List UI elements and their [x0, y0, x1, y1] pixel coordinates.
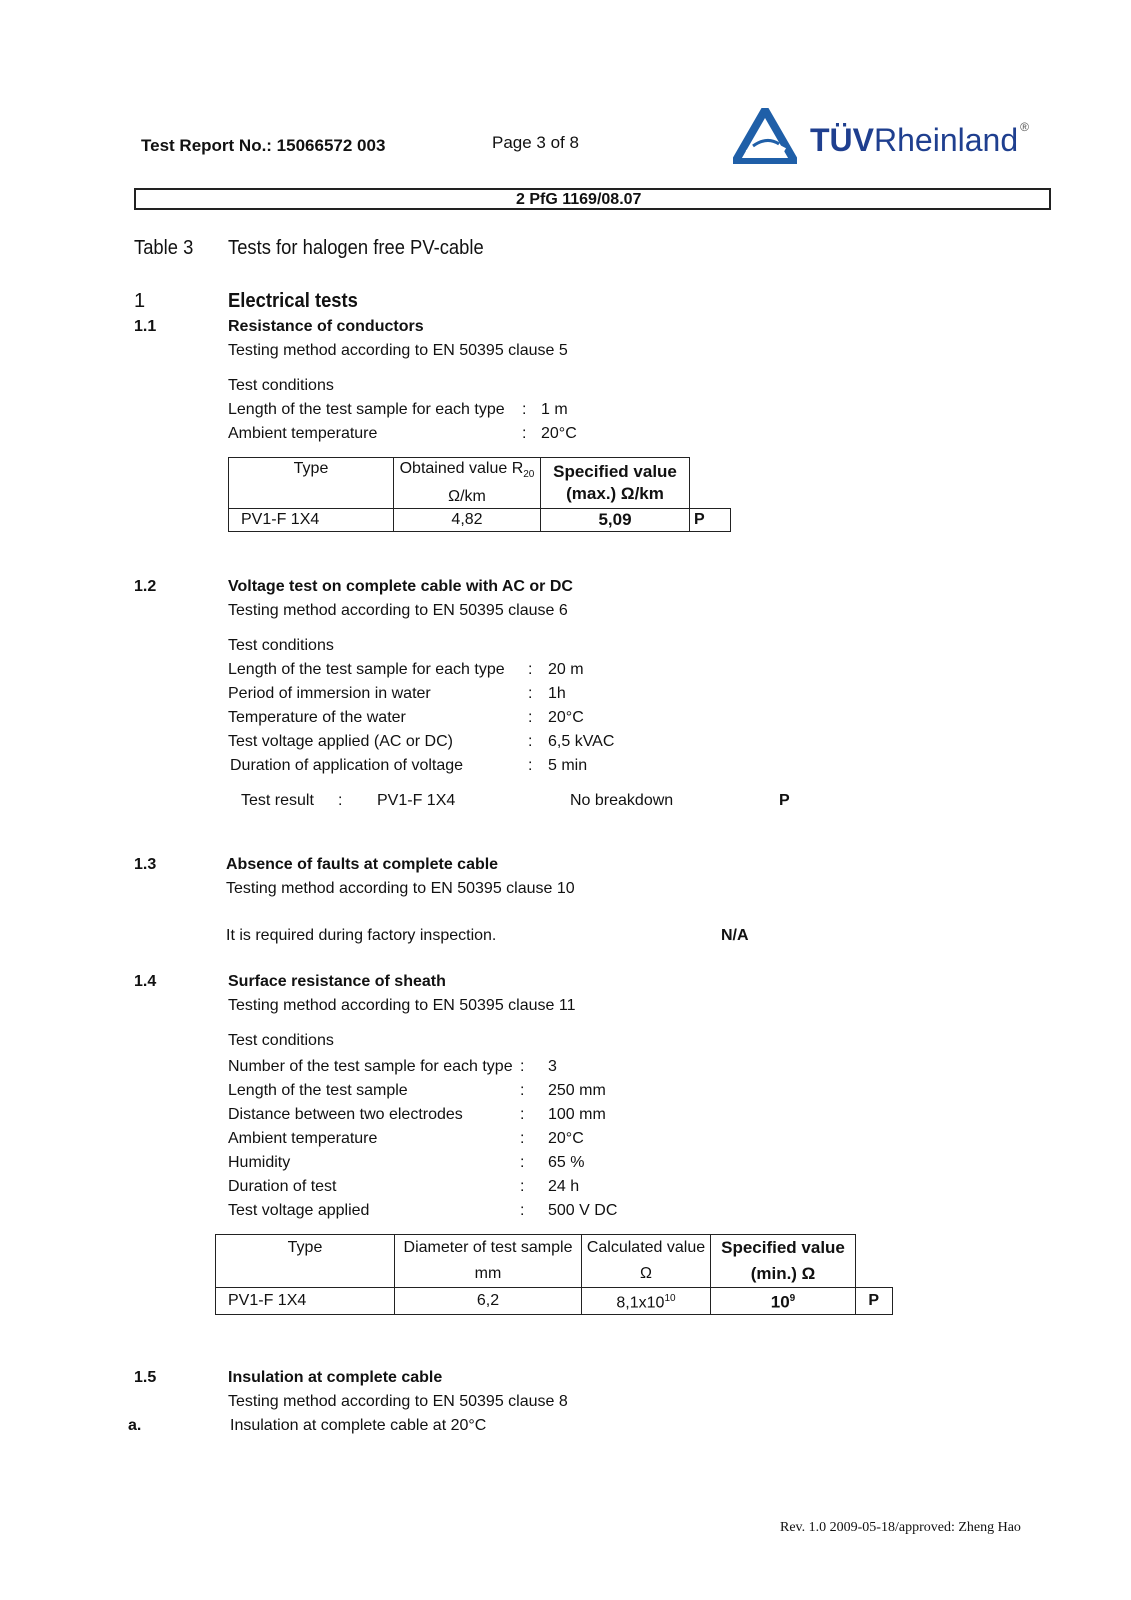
subsection-title: Voltage test on complete cable with AC or DC [228, 578, 573, 595]
condition-colon: : [520, 1202, 525, 1219]
subsection-number: 1.4 [134, 973, 157, 990]
condition-value: 1 m [541, 401, 568, 418]
subsection-title: Absence of faults at complete cable [226, 856, 499, 873]
condition-value: 250 mm [548, 1082, 606, 1099]
header-type: Type [216, 1235, 395, 1288]
conditions-label: Test conditions [228, 377, 334, 394]
condition-colon: : [520, 1178, 525, 1195]
cell-type: PV1-F 1X4 [229, 509, 394, 532]
condition-colon: : [528, 733, 533, 750]
condition-value: 3 [548, 1058, 557, 1075]
condition-label: Temperature of the water [228, 709, 406, 726]
subsection-number: 1.1 [134, 318, 157, 335]
condition-label: Length of the test sample for each type [228, 401, 505, 418]
cell-verdict: P [690, 509, 731, 532]
header-obtained: Obtained value $R_{20}$ Ω/km [394, 458, 541, 509]
condition-label: Distance between two electrodes [228, 1106, 463, 1123]
revision-footer: Rev. 1.0 2009-05-18/approved: Zheng Hao [780, 1520, 1021, 1535]
report-number: Test Report No.: 15066572 003 [141, 136, 386, 155]
result-value: No breakdown [570, 792, 674, 809]
condition-colon: : [522, 401, 527, 418]
header-specified: Specified value (max.) Ω/km [541, 458, 690, 509]
condition-value: 20°C [541, 425, 577, 442]
condition-colon: : [528, 709, 533, 726]
condition-label: Duration of test [228, 1178, 337, 1195]
condition-colon: : [528, 685, 533, 702]
condition-label: Length of the test sample for each type [228, 661, 505, 678]
condition-value: 24 h [548, 1178, 580, 1195]
testing-method: Testing method according to EN 50395 clause 5 [228, 342, 568, 359]
condition-value: 5 min [548, 757, 588, 774]
subsection-number: 1.3 [134, 856, 157, 873]
cell-calculated: $8,1x10^{10}$ [582, 1288, 711, 1315]
note-text: It is required during factory inspection. [226, 927, 497, 944]
conditions-label: Test conditions [228, 1032, 334, 1049]
cell-verdict: P [856, 1288, 893, 1315]
table-row [216, 1288, 893, 1315]
condition-colon: : [520, 1106, 525, 1123]
table-row [229, 509, 731, 532]
condition-colon: : [528, 661, 533, 678]
page-number: Page 3 of 8 [492, 133, 579, 152]
table-header-row [216, 1235, 893, 1288]
condition-colon: : [520, 1130, 525, 1147]
testing-method: Testing method according to EN 50395 clause 11 [228, 997, 576, 1014]
condition-label: Test voltage applied (AC or DC) [228, 733, 453, 750]
verdict: N/A [721, 927, 749, 944]
table-label: Table 3 [134, 237, 194, 259]
cell-specified: $10^9$ [711, 1288, 856, 1315]
result-verdict: P [779, 792, 790, 809]
section-number: 1 [134, 290, 146, 312]
subsection-number: 1.5 [134, 1369, 157, 1386]
cell-type: PV1-F 1X4 [216, 1288, 395, 1315]
condition-value: 20°C [548, 709, 584, 726]
resistance-table [228, 457, 731, 532]
cell-diameter: 6,2 [395, 1288, 582, 1315]
condition-colon: : [522, 425, 527, 442]
tuv-logo-icon [733, 108, 797, 164]
testing-method: Testing method according to EN 50395 clause 8 [228, 1393, 568, 1410]
condition-colon: : [520, 1154, 525, 1171]
brand-logo-text: TÜVRheinland ® [810, 120, 1029, 158]
condition-value: 1h [548, 685, 566, 702]
condition-value: 6,5 kVAC [548, 733, 615, 750]
subsection-title: Insulation at complete cable [228, 1369, 443, 1386]
condition-value: 20 m [548, 661, 584, 678]
document-code: 2 PfG 1169/08.07 [516, 191, 642, 208]
cell-obtained: 4,82 [394, 509, 541, 532]
testing-method: Testing method according to EN 50395 clause 6 [228, 602, 568, 619]
condition-label: Test voltage applied [228, 1202, 370, 1219]
surface-resistance-table [215, 1234, 893, 1315]
header-diameter: Diameter of test sample mm [395, 1235, 582, 1288]
item-text: Insulation at complete cable at 20°C [230, 1417, 487, 1434]
condition-colon: : [520, 1058, 525, 1075]
condition-label: Humidity [228, 1154, 291, 1171]
section-title: Electrical tests [228, 290, 358, 312]
cell-specified: 5,09 [541, 509, 690, 532]
result-colon: : [338, 792, 343, 809]
document-code-box [134, 188, 1051, 210]
condition-label: Duration of application of voltage [230, 757, 464, 774]
table-title: Tests for halogen free PV-cable [228, 237, 484, 259]
header-specified: Specified value (min.) Ω [711, 1235, 856, 1288]
subsection-number: 1.2 [134, 578, 157, 595]
testing-method: Testing method according to EN 50395 clause 10 [226, 880, 575, 897]
subsection-title: Surface resistance of sheath [228, 973, 446, 990]
condition-label: Period of immersion in water [228, 685, 431, 702]
condition-value: 100 mm [548, 1106, 606, 1123]
item-label: a. [128, 1417, 142, 1434]
condition-label: Ambient temperature [228, 1130, 378, 1147]
result-label: Test result [241, 792, 314, 809]
condition-value: 500 V DC [548, 1202, 618, 1219]
result-type: PV1-F 1X4 [377, 792, 456, 809]
header-calculated: Calculated value Ω [582, 1235, 711, 1288]
conditions-label: Test conditions [228, 637, 334, 654]
condition-value: 20°C [548, 1130, 584, 1147]
condition-label: Number of the test sample for each type [228, 1058, 513, 1075]
condition-label: Length of the test sample [228, 1082, 408, 1099]
condition-colon: : [528, 757, 533, 774]
table-header-row [229, 458, 731, 509]
condition-colon: : [520, 1082, 525, 1099]
subsection-title: Resistance of conductors [228, 318, 424, 335]
condition-label: Ambient temperature [228, 425, 378, 442]
header-type: Type [229, 458, 394, 509]
condition-value: 65 % [548, 1154, 585, 1171]
